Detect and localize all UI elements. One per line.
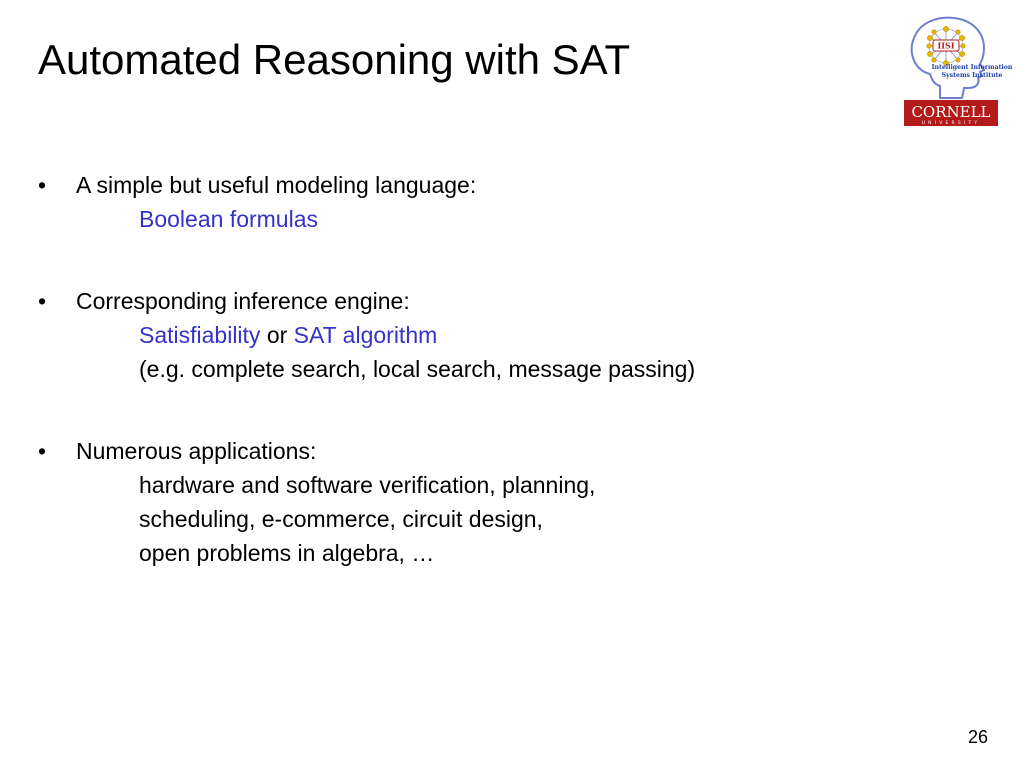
institute-name-line1: Intelligent Information	[931, 64, 1012, 71]
detail-text: scheduling, e-commerce, circuit design,	[139, 506, 543, 532]
bullet-dot-icon: •	[38, 288, 47, 314]
bullet-detail-line	[34, 502, 894, 536]
bullet-detail-line	[34, 352, 894, 386]
bullet-detail-line	[34, 536, 894, 570]
bullet-row	[34, 434, 894, 468]
detail-text: open problems in algebra, …	[139, 540, 435, 566]
bullet-dot-icon: •	[38, 438, 47, 464]
bullet-text: A simple but useful modeling language:	[76, 172, 477, 198]
cornell-university-sub: UNIVERSITY	[921, 121, 981, 126]
cornell-wordmark: CORNELL	[911, 103, 991, 121]
bullet-item	[34, 168, 894, 236]
institute-name-line2: Systems Institute	[941, 72, 1003, 79]
highlighted-term: SAT algorithm	[293, 322, 438, 348]
iisi-badge: IISI	[937, 40, 955, 51]
detail-text: (e.g. complete search, local search, message passing)	[139, 356, 696, 382]
bullet-item	[34, 434, 894, 570]
highlighted-term: Satisfiability	[139, 322, 261, 348]
bullet-text: Numerous applications:	[76, 438, 317, 464]
bullet-list	[34, 168, 894, 570]
bullet-item	[34, 284, 894, 386]
bullet-dot-icon: •	[38, 172, 47, 198]
iisi-cornell-logo	[900, 12, 1012, 132]
detail-text: or	[260, 322, 294, 348]
bullet-text: Corresponding inference engine:	[76, 288, 410, 314]
page-number: 26	[967, 727, 988, 747]
bullet-detail-line	[34, 202, 894, 236]
bullet-row	[34, 168, 894, 202]
detail-text: hardware and software verification, planning,	[139, 472, 596, 498]
highlighted-term: Boolean formulas	[139, 206, 318, 232]
bullet-row	[34, 284, 894, 318]
bullet-detail-line	[34, 468, 894, 502]
slide-title: Automated Reasoning with SAT	[38, 36, 631, 83]
bullet-detail-line	[34, 318, 894, 352]
